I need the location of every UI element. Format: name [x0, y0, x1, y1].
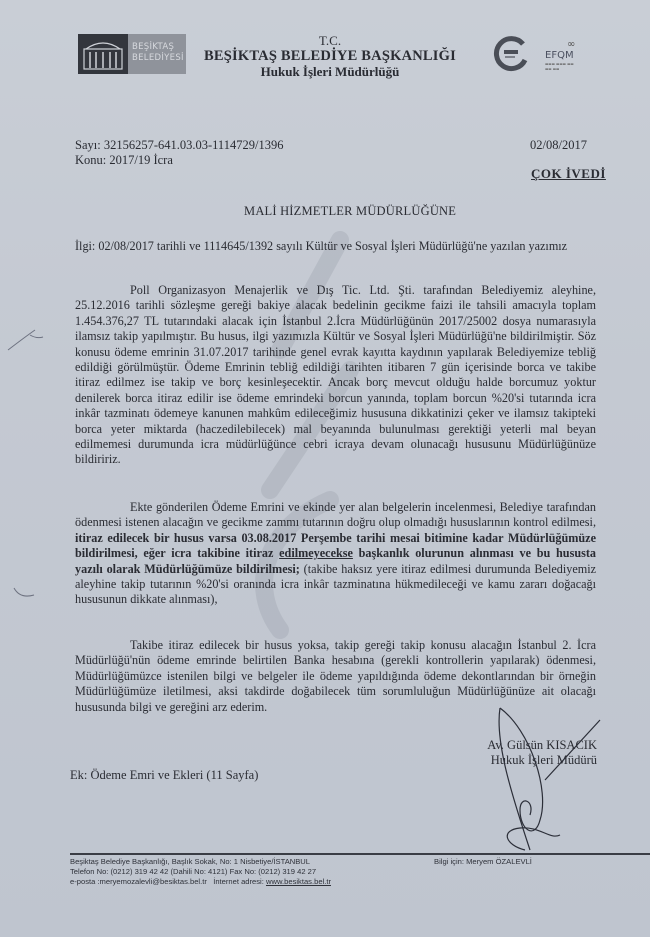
- footer-email[interactable]: e-posta :meryemozalevli@besiktas.bel.tr: [70, 877, 207, 886]
- footer-web-label: İnternet adresi:: [213, 877, 264, 886]
- signature-block: [487, 738, 597, 768]
- margin-mark: [5, 325, 50, 355]
- attachment-note: Ek: Ödeme Emri ve Ekleri (11 Sayfa): [70, 768, 259, 782]
- footer-divider: [70, 853, 650, 855]
- footer-info-contact: Bilgi için: Meryem ÖZALEVLİ: [434, 857, 532, 866]
- reference-number: Sayı: 32156257-641.03.03-1114729/1396: [75, 138, 284, 152]
- logo-line2: BELEDİYESİ: [132, 53, 184, 63]
- paragraph-2-deadline: itiraz edilecek bir husus varsa 03.08.2017 Perşembe tarihi mesai bitimine kadar Müdürlüğümüze bildirilmesi, eğer icra takibine itiraz: [75, 530, 596, 561]
- municipality-emblem-icon: [78, 34, 128, 74]
- signatory-name: Av. Gülsün KISACIK: [487, 738, 597, 752]
- logo-line1: BEŞİKTAŞ: [132, 42, 175, 52]
- paragraph-2-underlined: edilmeyecekse: [279, 546, 353, 561]
- letterhead: [190, 34, 470, 79]
- paragraph-3: [75, 638, 596, 715]
- footer-website-link[interactable]: www.besiktas.bel.tr: [265, 877, 331, 886]
- footer-address: Beşiktaş Belediye Başkanlığı, Başlık Sokak, No: 1 Nisbetiye/İSTANBUL: [70, 857, 311, 866]
- footer-phone: Telefon No: (0212) 319 42 42 (Dahili No: 4121) Fax No: (0212) 319 42 27: [70, 867, 317, 876]
- paragraph-2-intro: Ekte gönderilen Ödeme Emrini ve ekinde yer alan belgelerin incelenmesi, Belediye tarafından ödenmesi istenen alacağın ve gecikme zammı tutarının doğru olup olmadığı hususlarının kontrol edilmesi,: [75, 500, 596, 530]
- efqm-logo: ∞ EFQM ▬▬▬ ▬▬▬ ▬▬ ▬▬ ▬▬: [545, 40, 595, 72]
- department-name: Hukuk İşleri Müdürlüğü: [260, 64, 400, 79]
- reference-line: [75, 239, 596, 254]
- certification-seal-icon: [493, 36, 529, 72]
- addressee: MALİ HİZMETLER MÜDÜRLÜĞÜNE: [244, 204, 457, 218]
- urgency-label: ÇOK İVEDİ: [531, 166, 606, 181]
- efqm-infinity-icon: ∞: [567, 39, 576, 50]
- signatory-title: Hukuk İşleri Müdürü: [490, 753, 597, 767]
- paragraph-2-note: (takibe haksız yere itiraz edilmesi durumunda Belediyemiz aleyhine takip tutarının %20'si oranında icra inkâr tazminatına hükmedileceği ve kamu zararı doğacağı hususunun dikkate alınması),: [75, 561, 597, 607]
- institution-name: BEŞİKTAŞ BELEDİYE BAŞKANLIĞI: [204, 48, 456, 64]
- paragraph-1-text: Poll Organizasyon Menajerlik ve Dış Tic. Ltd. Şti. tarafından Belediyemiz aleyhine, 25.12.2016 tarihli sözleşme gereği bakiye alacak bedelinin gecikme faizi ile tahsili amacıyla toplam 1.454.376,27 TL tutarındaki alacak için İstanbul 2.İcra Müdürlüğünün 2017/25002 dosya numarasıyla ilamsız takip yapılmıştır. Bu husus, ilgi yazımızla Kültür ve Sosyal İşleri Müdürlüğü'ne bildirilmiştir. Söz konusu ödeme emrinin 31.07.2017 tarihinde genel evrak kayıtta kaydının yapılarak Belediyemize tebliğ edildiği görülmüştür. Ödeme Emrinin tebliğ edildiği tarihten itibaren 7 gün içerisinde borca ve takibe itiraz edilmez ise takip ve borç kesinleşecektir. Ancak borç mevcut olduğu halde borcumuz yoktur denilerek borca itiraz edilir ise ödeme emrindeki borcun yanında, toplam borcun %20'si tutarında icra inkâr tazminatı ödemeye kanunen mahkûm edileceğimiz hususuna dikkatinizi çeker ve ilamsız takipteki borca yeter miktarda (haczedilebilecek) mal beyanında bulunulması gerektiği yeterli mal beyan edilmemesi durumunda icra müdürlüğünce cebri icraya devam olunacağı hususunu Müdürlüğünüze bildiririz.: [75, 283, 596, 467]
- besiktas-municipality-logo: [78, 34, 186, 74]
- paragraph-2: [75, 500, 596, 608]
- country-label: T.C.: [318, 33, 342, 48]
- paragraph-1: [75, 283, 596, 468]
- subject: Konu: 2017/19 İcra: [75, 153, 173, 167]
- paragraph-3-text: Takibe itiraz edilecek bir husus yoksa, takip gereği takip konusu alacağın İstanbul 2. İcra Müdürlüğü'nün ödeme emrinde belirtilen Banka hesabına (gerekli kontrollerin yapılarak) ödenmesi, Müdürlüğümüzce istenilen bilgi ve belgeler ile ödeme yapıldığında ödeme dekontlarından bir örneğin Müdürlüğümüze iletilmesi, aksi takdirde doğabilecek tüm sorumluluğun Müdürlüğünüze ait olacağı hususunda bilgi ve gereğini arz ederim.: [75, 638, 596, 714]
- paragraph-2-instruction: başkanlık olurunun alınması ve bu hususta yazılı olarak Müdürlüğümüze bildirilmesi;: [75, 546, 596, 576]
- efqm-label: EFQM: [545, 50, 574, 61]
- ilgi-text: İlgi: 02/08/2017 tarihli ve 1114645/1392 sayılı Kültür ve Sosyal İşleri Müdürlüğü'ne yazılan yazımız: [75, 239, 568, 253]
- margin-mark: [12, 585, 37, 600]
- document-date: 02/08/2017: [530, 138, 587, 152]
- handwritten-signature: [490, 700, 610, 860]
- footer-contact: [70, 857, 331, 887]
